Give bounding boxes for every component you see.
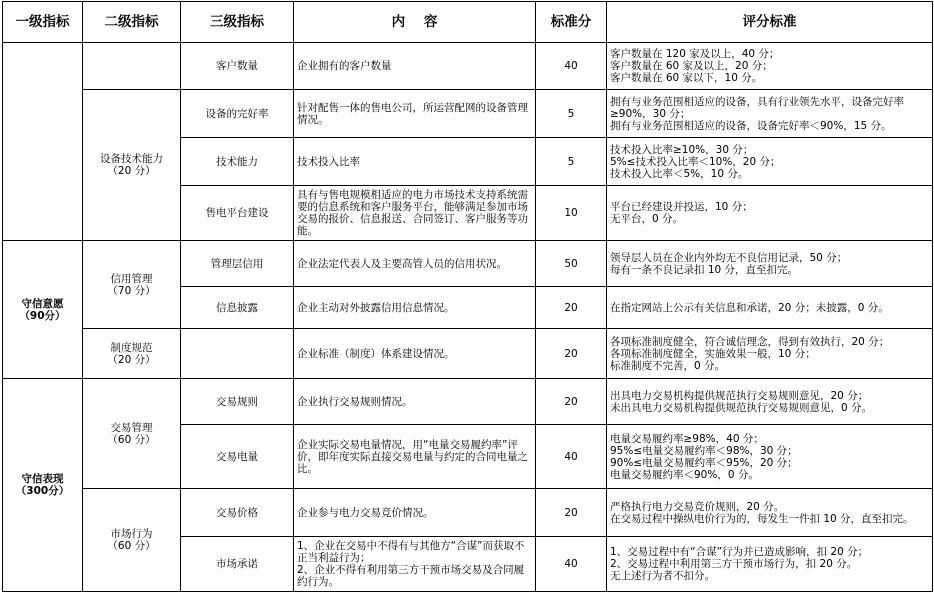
criteria-line: 无上述行为者不扣分。 bbox=[610, 570, 715, 582]
level2-cell-blank bbox=[83, 43, 181, 90]
level2-score: （20 分） bbox=[107, 165, 156, 177]
criteria-line: 平台已经建设并投运，10 分； bbox=[610, 201, 753, 213]
table-row bbox=[3, 90, 933, 138]
content-cell: 针对配售一体的售电公司，所运营配网的设备管理情况。 bbox=[294, 90, 536, 138]
criteria-line: 5%≤技术投入比率＜10%，20 分； bbox=[610, 155, 781, 168]
content-cell: 企业参与电力交易竞价情况。 bbox=[294, 489, 536, 537]
criteria-line: 拥有与业务范围相适应的设备，设备完好率＜90%，15 分。 bbox=[610, 119, 892, 132]
level2-trade-mgmt bbox=[83, 379, 181, 489]
criteria-line: 2、交易过程中利用第三方干预市场行为，扣 20 分。 bbox=[610, 558, 858, 570]
criteria-cell bbox=[607, 138, 933, 186]
content-cell: 企业拥有的客户数量 bbox=[294, 43, 536, 90]
header-level1: 一级指标 bbox=[3, 2, 83, 43]
header-score: 标准分 bbox=[536, 2, 607, 43]
score-cell: 5 bbox=[536, 138, 607, 186]
content-cell: 技术投入比率 bbox=[294, 138, 536, 186]
criteria-line: 在交易过程中操纵电价行为的，每发生一件扣 10 分，直至扣完。 bbox=[610, 512, 914, 525]
level3-cell: 交易规则 bbox=[181, 379, 294, 425]
level2-label: 信用管理 bbox=[110, 272, 153, 285]
score-cell: 20 bbox=[536, 489, 607, 537]
table-row bbox=[3, 241, 933, 287]
criteria-line: 客户数量在 60 家以下，10 分。 bbox=[610, 72, 763, 84]
criteria-cell bbox=[607, 186, 933, 241]
level1-label: 守信表现 bbox=[21, 473, 64, 485]
criteria-line: 未出具电力交易机构提供规范执行交易规则意见，0 分。 bbox=[610, 401, 873, 414]
score-cell: 20 bbox=[536, 287, 607, 329]
criteria-cell bbox=[607, 329, 933, 379]
level1-trust-will bbox=[3, 241, 83, 379]
criteria-line: 出具电力交易机构提供规范执行交易规则意见，20 分； bbox=[610, 389, 869, 402]
criteria-cell bbox=[607, 489, 933, 537]
level3-cell: 客户数量 bbox=[181, 43, 294, 90]
criteria-line: 95%≤电量交易履约率＜98%，30 分； bbox=[610, 444, 798, 457]
level1-trust-perf bbox=[3, 379, 83, 592]
criteria-line: 标准制度不完善，0 分。 bbox=[610, 359, 726, 372]
table-row bbox=[3, 489, 933, 537]
level2-equip-tech bbox=[83, 90, 181, 241]
criteria-line: 各项标准制度健全，符合诚信理念，得到有效执行，20 分； bbox=[610, 335, 890, 348]
level2-score: （70 分） bbox=[107, 284, 156, 297]
criteria-cell bbox=[607, 43, 933, 90]
level3-cell: 交易价格 bbox=[181, 489, 294, 537]
score-cell: 10 bbox=[536, 186, 607, 241]
header-row bbox=[3, 2, 933, 43]
criteria-line: 90%≤电量交易履约率＜95%，20 分； bbox=[610, 456, 798, 469]
criteria-line: 在指定网站上公示有关信息和承诺，20 分；未披露，0 分。 bbox=[610, 301, 889, 314]
level2-market-behavior bbox=[83, 489, 181, 592]
content-cell: 企业主动对外披露信用信息情况。 bbox=[294, 287, 536, 329]
level3-cell-blank bbox=[181, 329, 294, 379]
criteria-line: 电量交易履约率≥98%，40 分； bbox=[610, 432, 764, 445]
criteria-line: 严格执行电力交易竞价规则，20 分。 bbox=[610, 500, 785, 513]
criteria-cell bbox=[607, 425, 933, 489]
level2-score: （20 分） bbox=[107, 353, 156, 366]
score-cell: 40 bbox=[536, 425, 607, 489]
score-cell: 20 bbox=[536, 329, 607, 379]
header-criteria: 评分标准 bbox=[607, 2, 933, 43]
table-row bbox=[3, 43, 933, 90]
score-cell: 40 bbox=[536, 537, 607, 592]
level2-label: 交易管理 bbox=[110, 421, 153, 434]
criteria-line: 电量交易履约率＜90%，0 分。 bbox=[610, 468, 759, 481]
level2-label: 制度规范 bbox=[110, 341, 153, 354]
content-cell: 具有与售电规模相适应的电力市场技术支持系统需要的信息系统和客户服务平台，能够满足参加市场交易的报价、信息报送、合同签订、客户服务等功能。 bbox=[294, 186, 536, 241]
level3-cell: 市场承诺 bbox=[181, 537, 294, 592]
level1-cell-blank bbox=[3, 43, 83, 241]
criteria-line: 1、交易过程中有“合谋”行为并已造成影响，扣 20 分； bbox=[610, 546, 869, 558]
level3-cell: 信息披露 bbox=[181, 287, 294, 329]
level2-credit-mgmt bbox=[83, 241, 181, 329]
level3-cell: 交易电量 bbox=[181, 425, 294, 489]
criteria-cell bbox=[607, 241, 933, 287]
criteria-line: 技术投入比率＜5%，10 分。 bbox=[610, 167, 749, 180]
criteria-line: 客户数量在 120 家及以上，40 分； bbox=[610, 48, 780, 60]
level2-score: （60 分） bbox=[107, 433, 156, 446]
content-cell: 企业实际交易电量情况，用“电量交易履约率”评价，即年度实际直接交易电量与约定的合同电量之比。 bbox=[294, 425, 536, 489]
level3-cell: 管理层信用 bbox=[181, 241, 294, 287]
criteria-line: 拥有与业务范围相适应的设备，具有行业领先水平，设备完好率≥90%，30 分； bbox=[610, 95, 904, 120]
criteria-line: 无平台，0 分。 bbox=[610, 213, 684, 225]
header-level2: 二级指标 bbox=[83, 2, 181, 43]
content-cell: 企业法定代表人及主要高管人员的信用状况。 bbox=[294, 241, 536, 287]
criteria-line: 客户数量在 60 家及以上，20 分； bbox=[610, 60, 773, 72]
table-row bbox=[3, 379, 933, 425]
level2-score: （60 分） bbox=[107, 540, 156, 552]
score-cell: 20 bbox=[536, 379, 607, 425]
level2-label: 市场行为 bbox=[110, 528, 153, 540]
header-level3: 三级指标 bbox=[181, 2, 294, 43]
level1-score: （300分） bbox=[15, 485, 70, 497]
content-line: 2、企业不得有利用第三方干预市场交易及合同履约行为。 bbox=[297, 564, 525, 588]
criteria-line: 各项标准制度健全，实施效果一般，10 分； bbox=[610, 347, 816, 360]
score-cell: 40 bbox=[536, 43, 607, 90]
level1-label: 守信意愿 bbox=[21, 297, 64, 310]
criteria-line: 领导层人员在企业内外均无不良信用记录，50 分； bbox=[610, 251, 848, 264]
content-cell: 企业执行交易规则情况。 bbox=[294, 379, 536, 425]
level3-cell: 技术能力 bbox=[181, 138, 294, 186]
level2-label: 设备技术能力 bbox=[100, 153, 163, 165]
content-cell: 企业标准（制度）体系建设情况。 bbox=[294, 329, 536, 379]
level3-cell: 设备的完好率 bbox=[181, 90, 294, 138]
table-row bbox=[3, 329, 933, 379]
scoring-table bbox=[2, 1, 933, 592]
content-cell bbox=[294, 537, 536, 592]
criteria-cell bbox=[607, 537, 933, 592]
level3-cell: 售电平台建设 bbox=[181, 186, 294, 241]
score-cell: 5 bbox=[536, 90, 607, 138]
criteria-cell bbox=[607, 379, 933, 425]
criteria-cell bbox=[607, 90, 933, 138]
header-content: 内 容 bbox=[294, 2, 536, 43]
content-line: 1、企业在交易中不得有与其他方“合谋”而获取不正当利益行为； bbox=[297, 540, 525, 564]
level1-score: （90分） bbox=[19, 309, 66, 322]
criteria-cell bbox=[607, 287, 933, 329]
score-cell: 50 bbox=[536, 241, 607, 287]
level2-system bbox=[83, 329, 181, 379]
criteria-line: 每有一条不良记录扣 10 分，直至扣完。 bbox=[610, 263, 799, 276]
criteria-line: 技术投入比率≥10%，30 分； bbox=[610, 143, 754, 156]
